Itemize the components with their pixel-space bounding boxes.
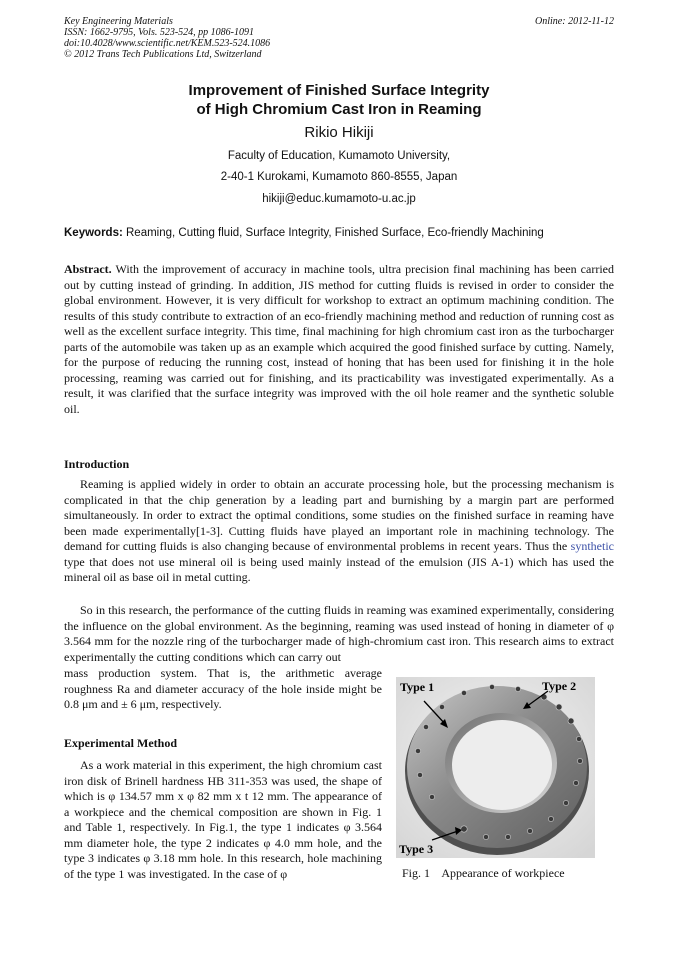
experimental-heading: Experimental Method [64, 736, 177, 750]
paper-title [0, 81, 678, 119]
keywords-text: Reaming, Cutting fluid, Surface Integrity, Finished Surface, Eco-friendly Machining [126, 227, 544, 239]
title-line-1: Improvement of Finished Surface Integrity [188, 82, 490, 99]
experimental-paragraph-1: As a work material in this experiment, the high chromium cast iron disk of Brinell hardness HB 311-353 was used, the shape of which is φ 134.57 mm x φ 82 mm x t 12 mm. The appearance of a workpiece and the chemical composition are shown in Fig. 1 and Table 1, respectively. In Fig.1, the type 1 indicates φ 3.564 mm diameter hole, the type 2 indicates φ 4.0 mm hole, and the type 3 indicates φ 3.18 mm hole. In this research, hole machining of the type 1 was investigated. In the case of φ [64, 758, 382, 881]
figure-caption: Fig. 1 Appearance of workpiece [402, 866, 565, 880]
online-date: Online: 2012-11-12 [535, 16, 614, 27]
intro-p1-a: Reaming is applied widely in order to obtain an accurate processing hole, but the processing mechanism is complicated in that the chip generation by a leading part and burnishing by a margin part are performed simultaneously. In order to extract the optimal conditions, some studies on the finished surface in reaming have been made experimentally[1-3]. Cutting fluids have played an important role in machining technology. The demand for cutting fluids is also changing because of environmental problems in recent years. Thus the [64, 477, 614, 553]
abstract-label: Abstract. [64, 262, 112, 276]
affiliation-line-2: 2-40-1 Kurokami, Kumamoto 860-8555, Japan [220, 171, 458, 183]
hole [415, 748, 420, 753]
keywords [64, 227, 624, 239]
hole [577, 758, 582, 763]
author-email: hikiji@educ.kumamoto-u.ac.jp [262, 193, 416, 205]
hole [563, 800, 568, 805]
author-name: Rikio Hikiji [304, 124, 374, 141]
hole [483, 834, 488, 839]
introduction-paragraph-2: So in this research, the performance of the cutting fluids in reaming was examined experimentally, considering the influence on the global environment. As the beginning, reaming was used instead of honing in diameter of φ 3.564 mm for the nozzle ring of the turbocharger made of high-chromium cast iron. This research aims to extract experimentally the cutting conditions which can carry out [64, 603, 614, 664]
workpiece-photo [396, 677, 595, 858]
inner-bore [452, 720, 552, 810]
introduction-heading: Introduction [64, 457, 130, 471]
issn-line: ISSN: 1662-9795, Vols. 523-524, pp 1086-1091 [64, 27, 254, 38]
hole [556, 704, 562, 710]
hole [429, 794, 434, 799]
journal-header [64, 16, 270, 60]
hole [548, 816, 553, 821]
hole [573, 780, 578, 785]
title-line-2: of High Chromium Cast Iron in Reaming [196, 101, 482, 118]
affiliation-line-1: Faculty of Education, Kumamoto University, [227, 150, 451, 162]
intro-synthetic-word: synthetic [570, 539, 614, 553]
abstract [64, 262, 614, 417]
hole [505, 834, 510, 839]
keywords-label: Keywords: [64, 227, 123, 239]
hole [423, 724, 428, 729]
journal-name: Key Engineering Materials [64, 16, 173, 27]
label-type-1: Type 1 [400, 680, 435, 694]
hole [417, 772, 422, 777]
hole [461, 690, 466, 695]
hole [515, 686, 520, 691]
introduction-paragraph-1 [64, 477, 614, 586]
doi-line: doi:10.4028/www.scientific.net/KEM.523-524.1086 [64, 38, 271, 49]
introduction-paragraph-3: mass production system. That is, the arithmetic average roughness Ra and diameter accuracy of the hole inside might be 0.8 μm and ± 6 μm, respectively. [64, 666, 382, 711]
hole [489, 684, 494, 689]
abstract-text: With the improvement of accuracy in machine tools, ultra precision final machining has been carried out by cutting instead of grinding. In addition, JIS method for cutting fluids is revised in order to consider the global environment. However, it is very difficult for workshop to extract an optimum machining condition. The results of this study contribute to extraction of an eco-friendly machining method and reduction of running cost as well as the excellent surface integrity. This time, final machining for high chromium cast iron as the turbocharger parts of the automobile was taken up as an example which acquired the good finished surface by cutting. Namely, for the purpose of reducing the running cost, instead of honing that has been used for finishing it in the hole processing, reaming was carried out for finishing, and its practicability was investigated experimentally. As a result, it was clarified that the surface integrity was improved with the oil hole reamer and the synthetic soluble oil. [64, 262, 614, 416]
label-type-3: Type 3 [399, 842, 434, 856]
label-type-2: Type 2 [542, 679, 577, 693]
hole [568, 718, 574, 724]
hole [527, 828, 532, 833]
copyright-line: © 2012 Trans Tech Publications Ltd, Switzerland [64, 49, 262, 60]
hole [439, 704, 444, 709]
intro-p1-b: type that does not use mineral oil is being used mainly instead of the emulsion (JIS A-1) which has used the mineral oil as base oil in metal cutting. [64, 554, 614, 584]
hole [576, 736, 581, 741]
hole [461, 826, 467, 832]
